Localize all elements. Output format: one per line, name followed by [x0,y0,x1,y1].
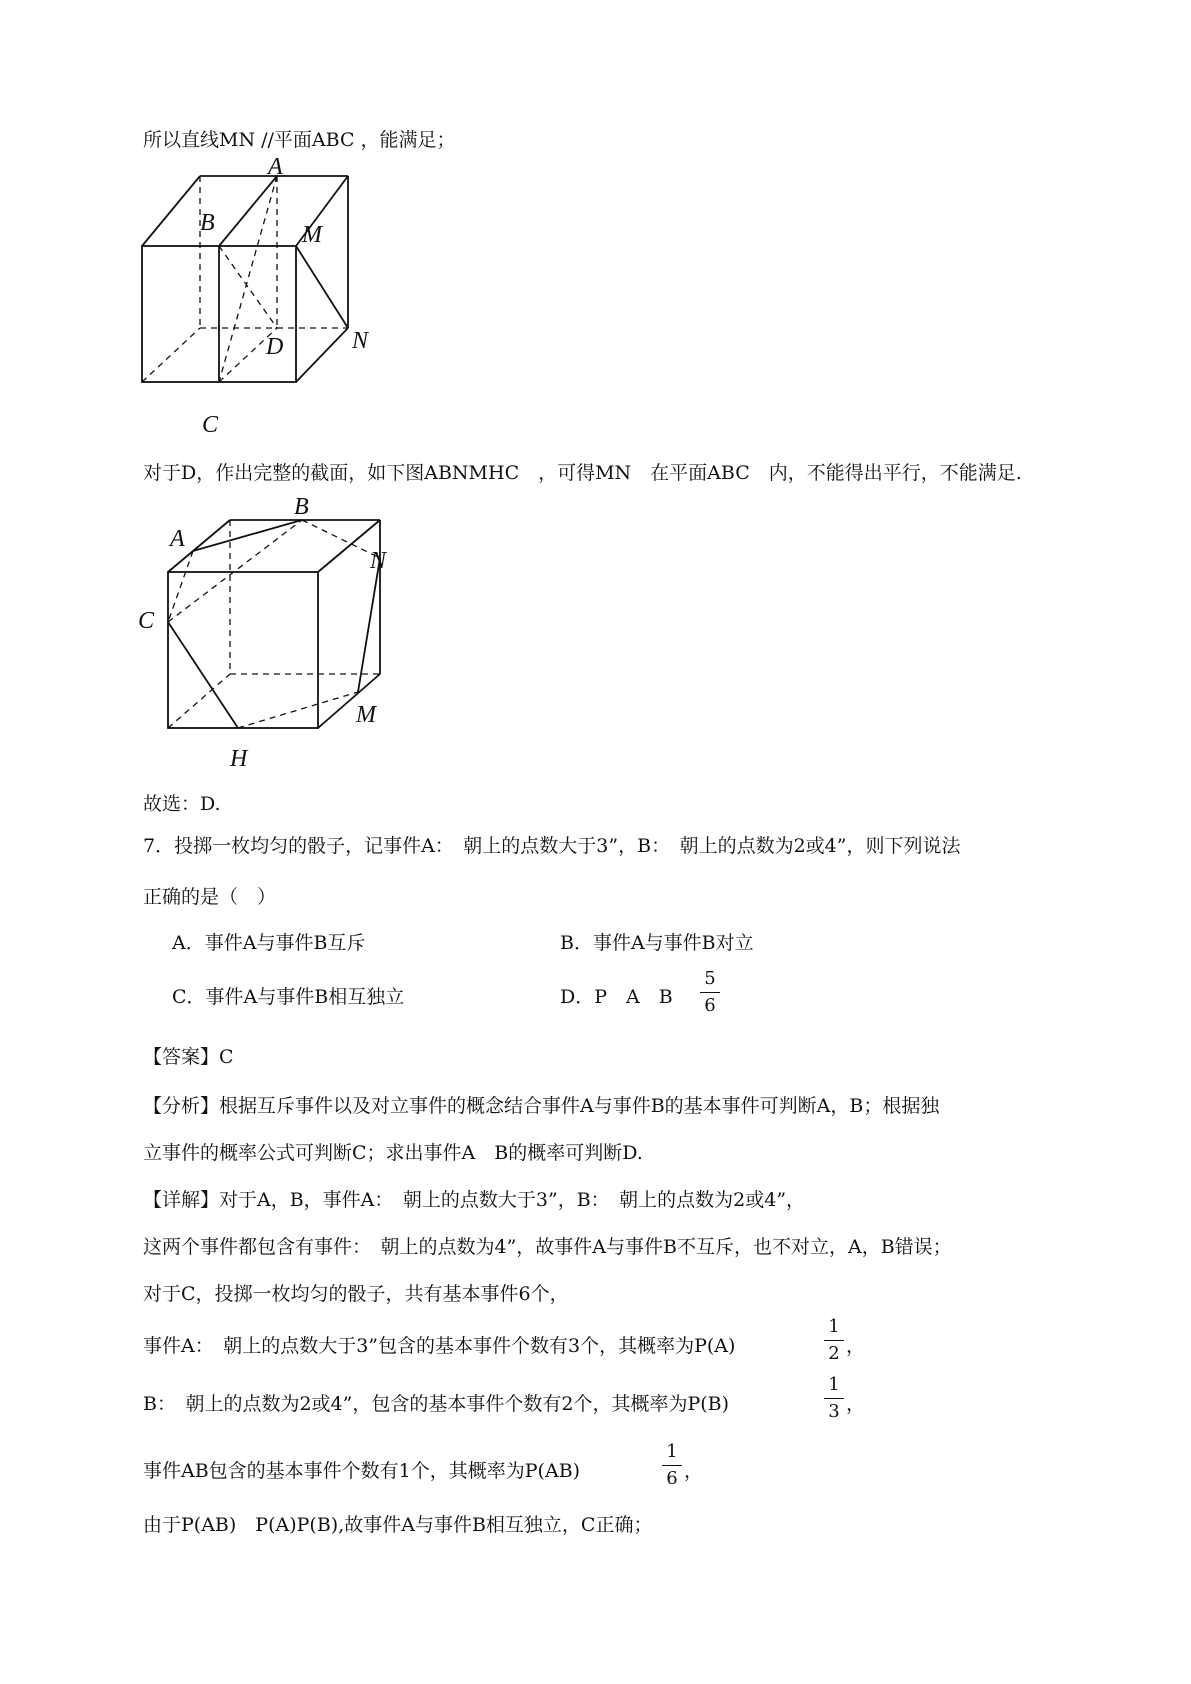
fig1-label-D: D [266,334,284,360]
analysis-line-1: 【分析】根据互斥事件以及对立事件的概念结合事件A与事件B的基本事件可判断A，B；根据独 [143,1095,940,1117]
option-d: D．P A B [560,986,673,1008]
figure-1-cube-diagram [120,158,420,448]
detail-line-1: 【详解】对于A，B，事件A： 朝上的点数大于3”，B： 朝上的点数为2或4”， [143,1189,806,1211]
text-line-1: 所以直线MN //平面ABC ，能满足； [143,129,456,151]
answer-line: 【答案】C [143,1046,234,1068]
analysis-line-2: 立事件的概率公式可判断C；求出事件A B的概率可判断D. [143,1142,643,1164]
fig2-label-M: M [356,702,376,728]
text-line-3: 故选：D. [143,793,221,815]
comma-1: ， [846,1335,866,1357]
detail-line-3: 对于C，投掷一枚均匀的骰子，共有基本事件6个， [143,1283,569,1305]
fig2-label-B: B [294,494,309,520]
fig1-label-C: C [202,412,219,438]
option-b: B．事件A与事件B对立 [560,932,754,954]
question-7-line-1: 7．投掷一枚均匀的骰子，记事件A： 朝上的点数大于3”，B： 朝上的点数为2或4”，则下列说法 [143,835,961,857]
comma-3: ， [684,1460,704,1482]
question-7-line-2: 正确的是（ ） [143,886,277,908]
option-d-fraction: 5 6 [700,968,720,1017]
prob-b-fraction: 1 3 [824,1374,844,1423]
detail-line-7: 由于P(AB) P(A)P(B),故事件A与事件B相互独立，C正确； [143,1514,653,1536]
fig2-label-H: H [230,746,248,772]
detail-line-5: B： 朝上的点数为2或4”，包含的基本事件个数有2个，其概率为P(B) [143,1393,730,1415]
figure-2-cube-section-diagram [130,492,430,782]
fig2-label-C: C [138,608,155,634]
detail-line-6: 事件AB包含的基本事件个数有1个，其概率为P(AB) [143,1460,581,1482]
prob-ab-fraction: 1 6 [662,1441,682,1490]
detail-line-4: 事件A： 朝上的点数大于3”包含的基本事件个数有3个，其概率为P(A) [143,1335,736,1357]
fig1-label-N: N [352,328,369,354]
fig1-label-A: A [268,158,283,180]
fig2-label-A: A [170,526,185,552]
detail-line-2: 这两个事件都包含有事件： 朝上的点数为4”，故事件A与事件B不互斥，也不对立，A，B错误； [143,1236,952,1258]
option-a: A．事件A与事件B互斥 [172,932,366,954]
fig1-label-B: B [200,210,215,236]
comma-2: ， [846,1393,866,1415]
fig1-label-M: M [302,222,322,248]
text-line-2: 对于D，作出完整的截面，如下图ABNMHC ，可得MN 在平面ABC 内，不能得出平行，不能满足. [143,462,1022,484]
option-c: C．事件A与事件B相互独立 [172,986,405,1008]
prob-a-fraction: 1 2 [824,1316,844,1365]
fig2-label-N: N [370,548,387,574]
